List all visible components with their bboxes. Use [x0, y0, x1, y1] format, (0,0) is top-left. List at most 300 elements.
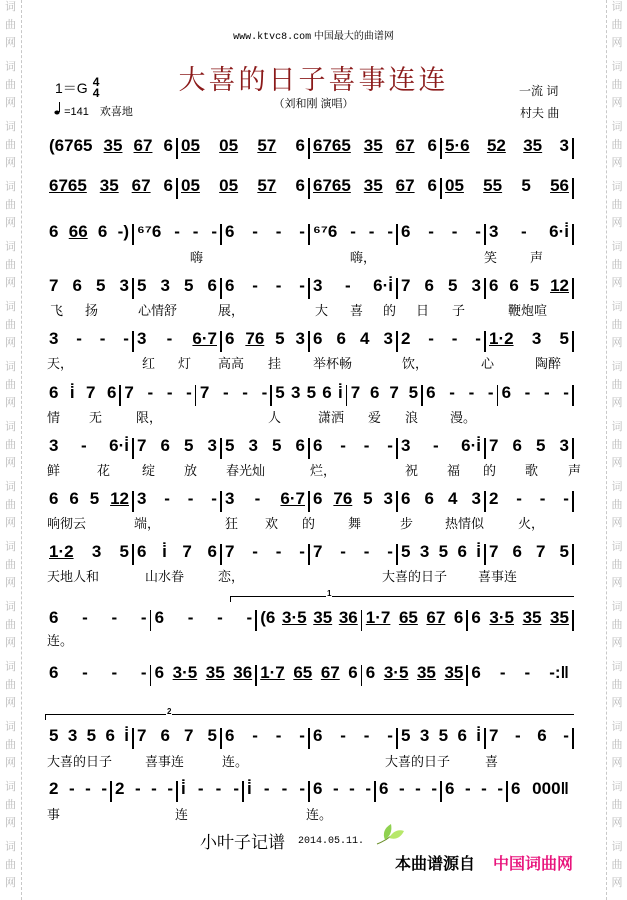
note: i̇ [162, 542, 167, 561]
note: 7 [489, 726, 499, 745]
lyric: 无 [89, 410, 103, 425]
lyric: 人 [268, 410, 282, 425]
note: 6 [313, 436, 323, 455]
bar-line [466, 665, 468, 686]
note: 1·2 [49, 542, 74, 561]
note: - [197, 779, 204, 798]
bar-line [484, 331, 486, 352]
measure [260, 663, 358, 683]
note: - [520, 222, 527, 241]
bar-line [308, 224, 310, 245]
note: - [387, 436, 393, 455]
note: 6 [453, 608, 464, 627]
note: - [487, 383, 494, 402]
lyric: 举杯畅 [313, 356, 353, 371]
measure [401, 276, 481, 296]
lyric: 步 [400, 516, 414, 531]
note: - [365, 779, 371, 798]
note: 7 [182, 542, 192, 561]
note: 6 [365, 663, 376, 682]
measure [155, 608, 253, 628]
watermark-text: 词 曲 网 [611, 720, 623, 769]
lyric: 火， [518, 516, 545, 531]
lyric: 展， [218, 303, 245, 318]
lyric: 鲜 [47, 463, 61, 478]
measure [115, 779, 173, 799]
note: - [299, 222, 305, 241]
bar-line [308, 138, 310, 159]
measure [49, 489, 129, 509]
note: 5 [49, 726, 59, 745]
lyric: 嗨 [190, 250, 204, 265]
measure [181, 136, 305, 156]
note: - [281, 779, 288, 798]
bar-line [506, 781, 508, 802]
lyric: 爱 [368, 410, 382, 425]
measure [366, 663, 464, 683]
note: 6 [106, 383, 117, 402]
lyric: 祝 [405, 463, 419, 478]
note: - [398, 779, 405, 798]
note: 6 [163, 136, 173, 155]
note: i̇ [476, 726, 481, 745]
watermark-text: 词 曲 网 [5, 660, 16, 709]
measure [489, 489, 569, 509]
bar-line [270, 385, 272, 406]
note: 6 [160, 726, 170, 745]
note: 7 [313, 542, 323, 561]
note: 35 [313, 608, 333, 627]
measure [351, 383, 418, 403]
note: 5 [448, 276, 458, 295]
bar-line [220, 331, 222, 352]
note: 3 [531, 329, 542, 348]
note: 12 [110, 489, 129, 508]
note: 3 [313, 276, 323, 295]
note: 6 [137, 542, 147, 561]
measure [401, 222, 481, 242]
measure [49, 726, 129, 746]
note: i̇ [181, 779, 186, 798]
score-line [45, 436, 573, 462]
note: - [299, 726, 305, 745]
note: i̇ [124, 726, 129, 745]
watermark-text: 词 曲 网 [5, 480, 16, 529]
lyric: 笑 [484, 250, 498, 265]
note: 5 [89, 489, 100, 508]
bar-line [150, 665, 152, 686]
note: 67 [131, 176, 151, 195]
note: 05 [181, 136, 200, 155]
watermark-right [606, 0, 627, 900]
bar-line [572, 138, 574, 159]
note: 5 [438, 542, 449, 561]
bar-line [572, 178, 574, 199]
note: - [332, 779, 339, 798]
note: 6 [489, 276, 499, 295]
bar-line [572, 278, 574, 299]
note: - [252, 542, 258, 561]
note: 5 [438, 726, 449, 745]
note: 35 [99, 176, 119, 195]
lyricist: 一流 词 [519, 84, 559, 98]
note: 35 [103, 136, 123, 155]
note: 36 [233, 663, 253, 682]
note: 5 [272, 436, 282, 455]
lyric: 扬 [85, 303, 99, 318]
note: 6 [511, 779, 521, 798]
note: - [499, 663, 506, 682]
watermark-text: 词 曲 网 [5, 60, 16, 109]
lyric: 潇洒 [318, 410, 345, 425]
note: 6 [512, 436, 522, 455]
note: - [415, 779, 421, 798]
lyric: 热情似 [445, 516, 485, 531]
lyric: 放 [184, 463, 198, 478]
lyric: 连。 [306, 807, 333, 822]
tempo-marking [54, 102, 133, 119]
measure [49, 383, 116, 403]
bar-line [396, 491, 398, 512]
note: - [299, 779, 305, 798]
note: 7 [350, 383, 361, 402]
bar-line [361, 610, 363, 631]
measure [275, 383, 342, 403]
measure [313, 176, 437, 196]
bar-line [132, 544, 134, 565]
score-line [45, 542, 573, 568]
note: 3 [67, 726, 78, 745]
note: - [80, 436, 87, 455]
measure [155, 663, 253, 683]
note: - [99, 329, 106, 348]
lyric: 恋， [218, 569, 245, 584]
note: - [222, 383, 229, 402]
bar-line [572, 728, 574, 749]
lyric: 狂 [225, 516, 239, 531]
measure [181, 779, 239, 799]
bar-line [176, 178, 178, 199]
note: 3 [225, 489, 235, 508]
note: 3 [401, 436, 411, 455]
measure [49, 663, 147, 683]
note: ⁶⁷6 [313, 222, 338, 241]
watermark-text: 词 曲 网 [611, 600, 623, 649]
score-line [45, 383, 573, 409]
note: 35 [363, 176, 383, 195]
quarter-note-icon [54, 102, 61, 118]
note: 6 [424, 276, 434, 295]
watermark-text: 词 曲 网 [611, 660, 623, 709]
lyric: 日 [416, 303, 430, 318]
measure [445, 176, 569, 196]
note: 3 [49, 329, 59, 348]
bar-line [308, 491, 310, 512]
bar-line [220, 224, 222, 245]
bar-line [572, 224, 574, 245]
note: -:‖ [549, 663, 569, 682]
note: - [140, 608, 147, 627]
note: - [387, 542, 393, 561]
note: 05 [219, 136, 239, 155]
note: 67 [320, 663, 340, 682]
measure [137, 436, 217, 456]
note: 6·i̇ [549, 222, 569, 241]
note: 3 [248, 436, 258, 455]
note: - [428, 222, 434, 241]
watermark-text: 词 曲 网 [611, 300, 623, 349]
note: 35 [363, 136, 383, 155]
lyric: 连。 [47, 633, 74, 648]
score-line [45, 176, 573, 202]
note: - [475, 222, 481, 241]
note: - [350, 222, 356, 241]
bar-line [396, 278, 398, 299]
note: 5 [363, 489, 373, 508]
watermark-text: 词 曲 网 [611, 60, 623, 109]
source-brand[interactable]: 中国词曲网 [493, 856, 574, 873]
measure [471, 663, 569, 683]
note: 05 [445, 176, 464, 195]
bar-line [396, 544, 398, 565]
watermark-text: 词 曲 网 [5, 720, 16, 769]
note: 56 [550, 176, 569, 195]
note: 6 [336, 329, 346, 348]
lyric: 嗨， [350, 250, 377, 265]
note: - [275, 542, 282, 561]
note: 3 [119, 276, 129, 295]
lyric: 花 [97, 463, 111, 478]
note: 5 [86, 726, 97, 745]
note: 3 [419, 726, 430, 745]
note: 6 [313, 329, 323, 348]
lyric: 大喜的日子 [382, 569, 448, 584]
note: 3 [559, 436, 569, 455]
measure [313, 726, 393, 746]
lyric: 喜 [350, 303, 364, 318]
time-sig-top: 4 [92, 75, 100, 89]
bar-line [572, 385, 574, 406]
lyric: 事 [47, 807, 61, 822]
note: 7 [49, 276, 59, 295]
score-line [45, 707, 573, 752]
lyric: 饮， [402, 356, 429, 371]
bar-line [572, 491, 574, 512]
bar-line [176, 781, 178, 802]
bar-line [572, 331, 574, 352]
score-line [45, 589, 573, 634]
watermark-text: 词 曲 网 [5, 420, 16, 469]
note: i̇ [247, 779, 252, 798]
lyric: 连 [175, 807, 189, 822]
note: 6 [427, 176, 437, 195]
bar-line [484, 278, 486, 299]
note: 6 [379, 779, 389, 798]
note: 7 [124, 383, 134, 402]
note: - [233, 779, 239, 798]
note: 65 [398, 608, 418, 627]
note: 6 [313, 726, 323, 745]
measure [313, 779, 371, 799]
note: 6 [509, 276, 519, 295]
note: 7 [489, 436, 499, 455]
lyric: 声 [530, 250, 544, 265]
note: 5 [401, 542, 411, 561]
watermark-text: 词 曲 网 [611, 240, 623, 289]
lyric: 端， [134, 516, 161, 531]
lyric: 声 [568, 463, 582, 478]
note: 5 [536, 436, 546, 455]
note: 6 [49, 663, 59, 682]
note: 1·2 [489, 329, 514, 348]
note: - [187, 489, 194, 508]
note: 6 [225, 276, 235, 295]
lyric: 高高 [218, 356, 245, 371]
note: 35 [444, 663, 464, 682]
note: 3 [471, 276, 481, 295]
bar-line [132, 438, 134, 459]
note: 6 [295, 436, 305, 455]
time-signature [93, 77, 100, 99]
measure [313, 136, 437, 156]
bar-line [132, 278, 134, 299]
measure [445, 136, 569, 156]
measure [313, 542, 393, 562]
note: - [363, 726, 370, 745]
note: - [563, 726, 569, 745]
measure [313, 489, 393, 509]
note: - [451, 329, 458, 348]
note: 3 [91, 542, 102, 561]
score-line [45, 779, 573, 805]
note: - [275, 726, 282, 745]
note: 2 [115, 779, 125, 798]
note: 57 [257, 176, 277, 195]
note: 000‖ [532, 779, 569, 798]
watermark-text: 词 曲 网 [611, 480, 623, 529]
note: 67 [395, 136, 415, 155]
song-title: 大喜的日子喜事连连 [178, 65, 449, 96]
note: 7 [489, 542, 499, 561]
singer-credit: （刘和刚 演唱） [273, 98, 354, 110]
bar-line [308, 438, 310, 459]
bar-line [396, 438, 398, 459]
note: 7 [137, 726, 147, 745]
note: - [563, 383, 569, 402]
measure [401, 542, 481, 562]
note: 6 [501, 383, 512, 402]
note: 3 [295, 329, 305, 348]
measure [225, 222, 305, 242]
composer: 村夫 曲 [520, 106, 560, 120]
note: - [215, 779, 222, 798]
bar-line [308, 781, 310, 802]
note: - [147, 383, 154, 402]
note: 6 [160, 436, 170, 455]
bar-line [396, 331, 398, 352]
note: 6 [154, 608, 165, 627]
note: - [192, 222, 199, 241]
watermark-text: 词 曲 网 [611, 540, 623, 589]
lyric: 的 [302, 516, 316, 531]
lyric: 大喜的日子 [385, 754, 451, 769]
bar-line [361, 665, 363, 686]
note: 6 [457, 542, 467, 561]
note: 1·7 [260, 663, 285, 682]
note: 6 [49, 608, 59, 627]
note: - [164, 489, 170, 508]
note: 5 [96, 276, 106, 295]
note: 5 [275, 329, 285, 348]
note: 3 [49, 436, 59, 455]
note: 67 [426, 608, 446, 627]
note: 2 [489, 489, 499, 508]
note: 66 [68, 222, 88, 241]
measure [137, 542, 217, 562]
measure [247, 779, 305, 799]
bar-line [308, 728, 310, 749]
note: - [539, 489, 546, 508]
note: 6 [313, 779, 323, 798]
note: - [363, 436, 370, 455]
note: - [166, 383, 173, 402]
note: 6 [105, 726, 115, 745]
bar-line [440, 138, 442, 159]
note: - [76, 329, 82, 348]
lyric: 心 [481, 356, 495, 371]
note: 6 [401, 489, 411, 508]
bar-line [220, 438, 222, 459]
note: 5 [137, 276, 147, 295]
bar-line [308, 178, 310, 199]
note: 5 [521, 176, 531, 195]
site-tagline: 中国最大的曲谱网 [313, 31, 394, 42]
note: 4 [360, 329, 370, 348]
note: 6 [207, 542, 217, 561]
lyric: 的 [383, 303, 397, 318]
watermark-text: 词 曲 网 [611, 0, 623, 49]
note: i̇ [476, 542, 481, 561]
bar-line [440, 178, 442, 199]
note: 5 [119, 542, 129, 561]
note: - [123, 329, 129, 348]
measure [313, 276, 393, 296]
note: - [111, 608, 118, 627]
note: 6 [537, 726, 547, 745]
note: - [475, 329, 481, 348]
measure [49, 176, 173, 196]
measure [137, 222, 217, 242]
measure [502, 383, 569, 403]
note: 6·i̇ [373, 276, 393, 295]
note: 6765 [49, 176, 87, 195]
note: - [246, 608, 253, 627]
note: - [387, 726, 393, 745]
note: ⁶⁷6 [137, 222, 162, 241]
note: 05 [181, 176, 200, 195]
note: 3 [419, 542, 430, 561]
watermark-text: 词 曲 网 [5, 600, 16, 649]
note: - [428, 329, 434, 348]
measure [225, 436, 305, 456]
note: - [151, 779, 157, 798]
note: 6 [457, 726, 467, 745]
note: - [211, 222, 217, 241]
note: 5·6 [445, 136, 470, 155]
note: - [111, 663, 118, 682]
score-line [45, 222, 573, 248]
note: 6 [471, 663, 481, 682]
